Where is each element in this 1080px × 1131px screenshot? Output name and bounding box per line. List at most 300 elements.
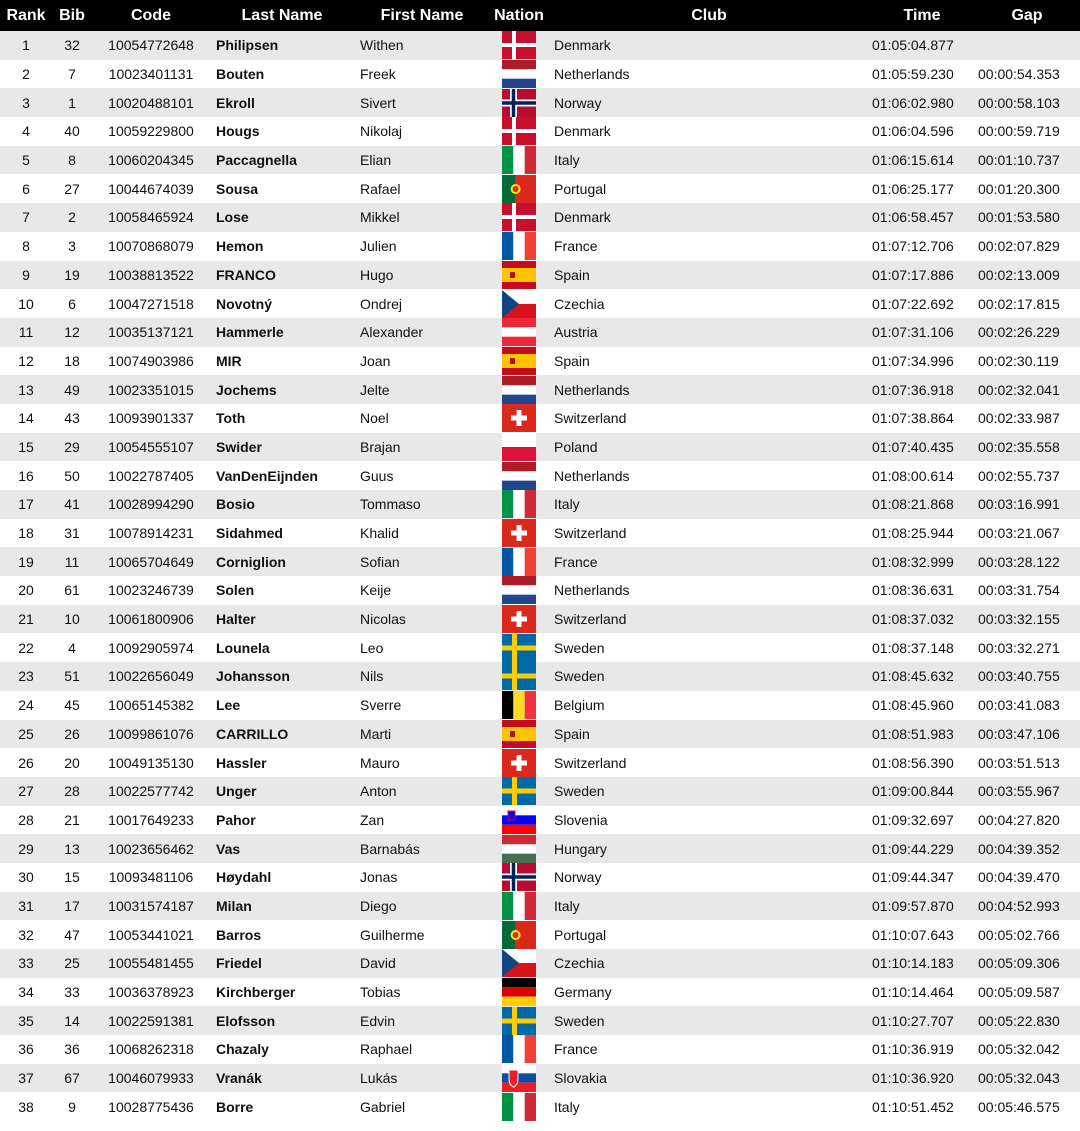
- gap-cell: 00:02:33.987: [978, 410, 1060, 427]
- first-name-cell: Nils: [360, 668, 384, 685]
- gap-cell: 00:01:53.580: [978, 209, 1060, 226]
- bib-cell: 40: [64, 123, 80, 140]
- gap-cell: 00:02:32.041: [978, 381, 1060, 398]
- gap-cell: 00:02:17.815: [978, 295, 1060, 312]
- club-cell: Netherlands: [554, 381, 630, 398]
- code-cell: 10036378923: [108, 984, 194, 1001]
- rank-cell: 23: [18, 668, 34, 685]
- club-cell: Denmark: [554, 37, 611, 54]
- nation-cell: [490, 232, 548, 261]
- header-first-name[interactable]: First Name: [380, 6, 464, 24]
- rank-cell: 27: [18, 783, 34, 800]
- code-cell: 10054772648: [108, 37, 194, 54]
- table-row[interactable]: [0, 519, 1080, 548]
- gap-cell: 00:04:39.352: [978, 840, 1060, 857]
- first-name-cell: Gabriel: [360, 1098, 406, 1115]
- nation-cell: [490, 748, 548, 777]
- code-cell: 10022577742: [108, 783, 194, 800]
- flag-icon: [502, 404, 536, 432]
- bib-cell: 50: [64, 467, 80, 484]
- time-cell: 01:07:40.435: [872, 438, 954, 455]
- table-row[interactable]: [0, 633, 1080, 662]
- code-cell: 10074903986: [108, 352, 194, 369]
- last-name-cell: Friedel: [216, 955, 262, 972]
- table-row[interactable]: [0, 404, 1080, 433]
- club-cell: Spain: [554, 352, 590, 369]
- nation-cell: [490, 203, 548, 232]
- last-name-cell: Novotný: [216, 295, 272, 312]
- last-name-cell: Chazaly: [216, 1041, 269, 1058]
- flag-icon: [502, 720, 536, 748]
- rank-cell: 38: [18, 1098, 34, 1115]
- flag-icon: [502, 949, 536, 977]
- time-cell: 01:09:44.229: [872, 840, 954, 857]
- rank-cell: 16: [18, 467, 34, 484]
- gap-cell: 00:03:55.967: [978, 783, 1060, 800]
- club-cell: Portugal: [554, 180, 607, 197]
- gap-cell: 00:00:54.353: [978, 66, 1060, 83]
- first-name-cell: Withen: [360, 37, 404, 54]
- rank-cell: 32: [18, 926, 34, 943]
- club-cell: Netherlands: [554, 582, 630, 599]
- bib-cell: 32: [64, 37, 80, 54]
- club-cell: Spain: [554, 725, 590, 742]
- rank-cell: 4: [22, 123, 30, 140]
- header-last-name[interactable]: Last Name: [241, 6, 323, 24]
- table-row[interactable]: [0, 318, 1080, 347]
- club-cell: Sweden: [554, 639, 605, 656]
- code-cell: 10022591381: [108, 1012, 194, 1029]
- club-cell: Netherlands: [554, 467, 630, 484]
- time-cell: 01:10:07.643: [872, 926, 954, 943]
- last-name-cell: Bouten: [216, 66, 265, 83]
- flag-icon: [502, 60, 536, 88]
- table-row[interactable]: [0, 1006, 1080, 1035]
- flag-icon: [502, 203, 536, 231]
- rank-cell: 9: [22, 266, 30, 283]
- code-cell: 10028775436: [108, 1098, 194, 1115]
- nation-cell: [490, 777, 548, 806]
- first-name-cell: Khalid: [360, 525, 399, 542]
- rank-cell: 2: [22, 66, 30, 83]
- rank-cell: 36: [18, 1041, 34, 1058]
- code-cell: 10022656049: [108, 668, 194, 685]
- first-name-cell: Rafael: [360, 180, 401, 197]
- table-row[interactable]: [0, 605, 1080, 634]
- table-row[interactable]: [0, 834, 1080, 863]
- flag-icon: [502, 519, 536, 547]
- time-cell: 01:07:12.706: [872, 238, 954, 255]
- gap-cell: 00:05:02.766: [978, 926, 1060, 943]
- bib-cell: 49: [64, 381, 80, 398]
- code-cell: 10047271518: [108, 295, 194, 312]
- club-cell: Austria: [554, 324, 598, 341]
- first-name-cell: Diego: [360, 897, 397, 914]
- last-name-cell: Kirchberger: [216, 984, 296, 1001]
- last-name-cell: Vas: [216, 840, 241, 857]
- nation-cell: [490, 490, 548, 519]
- flag-icon: [502, 1007, 536, 1035]
- flag-icon: [502, 31, 536, 59]
- last-name-cell: Hougs: [216, 123, 260, 140]
- bib-cell: 33: [64, 984, 80, 1001]
- time-cell: 01:09:00.844: [872, 783, 954, 800]
- time-cell: 01:08:37.148: [872, 639, 954, 656]
- rank-cell: 6: [22, 180, 30, 197]
- code-cell: 10023401131: [108, 66, 194, 83]
- bib-cell: 31: [64, 525, 80, 542]
- gap-cell: 00:01:10.737: [978, 152, 1060, 169]
- club-cell: Sweden: [554, 668, 605, 685]
- last-name-cell: Halter: [216, 611, 256, 628]
- table-row[interactable]: [0, 691, 1080, 720]
- table-row[interactable]: [0, 1064, 1080, 1093]
- first-name-cell: Jonas: [360, 869, 398, 886]
- nation-cell: [490, 633, 548, 662]
- rank-cell: 29: [18, 840, 34, 857]
- table-row[interactable]: [0, 375, 1080, 404]
- last-name-cell: Hassler: [216, 754, 267, 771]
- first-name-cell: Tobias: [360, 984, 401, 1001]
- first-name-cell: Guilherme: [360, 926, 425, 943]
- nation-cell: [490, 60, 548, 89]
- gap-cell: 00:05:32.043: [978, 1070, 1060, 1087]
- time-cell: 01:07:17.886: [872, 266, 954, 283]
- club-cell: Switzerland: [554, 754, 627, 771]
- flag-icon: [502, 978, 536, 1006]
- first-name-cell: Freek: [360, 66, 396, 83]
- table-row[interactable]: [0, 1092, 1080, 1121]
- last-name-cell: Swider: [216, 438, 262, 455]
- gap-cell: 00:02:13.009: [978, 266, 1060, 283]
- club-cell: Sweden: [554, 1012, 605, 1029]
- flag-icon: [502, 117, 536, 145]
- nation-cell: [490, 1064, 548, 1093]
- table-row[interactable]: [0, 232, 1080, 261]
- first-name-cell: Leo: [360, 639, 384, 656]
- nation-cell: [490, 88, 548, 117]
- code-cell: 10058465924: [108, 209, 194, 226]
- club-cell: Czechia: [554, 295, 605, 312]
- gap-cell: 00:01:20.300: [978, 180, 1060, 197]
- time-cell: 01:08:37.032: [872, 611, 954, 628]
- flag-icon: [502, 605, 536, 633]
- club-cell: Switzerland: [554, 525, 627, 542]
- code-cell: 10046079933: [108, 1070, 194, 1087]
- table-row[interactable]: [0, 576, 1080, 605]
- bib-cell: 43: [64, 410, 80, 427]
- table-row[interactable]: [0, 261, 1080, 290]
- nation-cell: [490, 174, 548, 203]
- code-cell: 10054555107: [108, 438, 194, 455]
- time-cell: 01:10:14.183: [872, 955, 954, 972]
- table-row[interactable]: [0, 117, 1080, 146]
- gap-cell: 00:05:22.830: [978, 1012, 1060, 1029]
- bib-cell: 13: [64, 840, 80, 857]
- header-nation[interactable]: Nation: [494, 6, 544, 24]
- rank-cell: 5: [22, 152, 30, 169]
- rank-cell: 25: [18, 725, 34, 742]
- bib-cell: 7: [68, 66, 76, 83]
- gap-cell: [974, 31, 1080, 60]
- code-cell: 10068262318: [108, 1041, 194, 1058]
- table-row[interactable]: [0, 748, 1080, 777]
- nation-cell: [490, 318, 548, 347]
- table-row[interactable]: [0, 490, 1080, 519]
- time-cell: 01:09:32.697: [872, 811, 954, 828]
- time-cell: 01:10:36.919: [872, 1041, 954, 1058]
- flag-icon: [502, 1093, 536, 1121]
- table-row[interactable]: [0, 720, 1080, 749]
- table-row[interactable]: [0, 174, 1080, 203]
- first-name-cell: Nicolas: [360, 611, 406, 628]
- bib-cell: 21: [64, 811, 80, 828]
- nation-cell: [490, 519, 548, 548]
- club-cell: Italy: [554, 496, 580, 513]
- gap-cell: 00:03:31.754: [978, 582, 1060, 599]
- time-cell: 01:07:22.692: [872, 295, 954, 312]
- nation-cell: [490, 404, 548, 433]
- flag-icon: [502, 806, 536, 834]
- last-name-cell: Vranák: [216, 1070, 262, 1087]
- club-cell: France: [554, 238, 598, 255]
- code-cell: 10099861076: [108, 725, 194, 742]
- first-name-cell: David: [360, 955, 396, 972]
- table-row[interactable]: [0, 892, 1080, 921]
- last-name-cell: Bosio: [216, 496, 255, 513]
- time-cell: 01:08:51.983: [872, 725, 954, 742]
- gap-cell: 00:03:28.122: [978, 553, 1060, 570]
- time-cell: 01:08:25.944: [872, 525, 954, 542]
- first-name-cell: Guus: [360, 467, 394, 484]
- flag-icon: [502, 146, 536, 174]
- first-name-cell: Noel: [360, 410, 389, 427]
- last-name-cell: Ekroll: [216, 94, 255, 111]
- first-name-cell: Keije: [360, 582, 392, 599]
- rank-cell: 30: [18, 869, 34, 886]
- code-cell: 10031574187: [108, 897, 194, 914]
- flag-icon: [502, 691, 536, 719]
- code-cell: 10028994290: [108, 496, 194, 513]
- bib-cell: 6: [68, 295, 76, 312]
- table-row[interactable]: [0, 806, 1080, 835]
- rank-cell: 7: [22, 209, 30, 226]
- time-cell: 01:08:45.632: [872, 668, 954, 685]
- table-row[interactable]: [0, 1035, 1080, 1064]
- flag-icon: [502, 863, 536, 891]
- time-cell: 01:08:00.614: [872, 467, 954, 484]
- last-name-cell: Unger: [216, 783, 257, 800]
- table-row[interactable]: [0, 920, 1080, 949]
- bib-cell: 3: [68, 238, 76, 255]
- table-row[interactable]: [0, 978, 1080, 1007]
- last-name-cell: Solen: [216, 582, 255, 599]
- time-cell: 01:09:57.870: [872, 897, 954, 914]
- bib-cell: 17: [64, 897, 80, 914]
- table-row[interactable]: [0, 289, 1080, 318]
- club-cell: Denmark: [554, 209, 611, 226]
- header-rank[interactable]: Rank: [6, 6, 46, 24]
- code-cell: 10060204345: [108, 152, 194, 169]
- flag-icon: [502, 261, 536, 289]
- flag-icon: [502, 921, 536, 949]
- nation-cell: [490, 1035, 548, 1064]
- last-name-cell: Barros: [216, 926, 262, 943]
- table-row[interactable]: [0, 203, 1080, 232]
- club-cell: Switzerland: [554, 410, 627, 427]
- table-row[interactable]: [0, 949, 1080, 978]
- nation-cell: [490, 375, 548, 404]
- table-row[interactable]: [0, 31, 1080, 60]
- rank-cell: 17: [18, 496, 34, 513]
- gap-cell: 00:03:51.513: [978, 754, 1060, 771]
- bib-cell: 4: [68, 639, 76, 656]
- rank-cell: 22: [18, 639, 34, 656]
- nation-cell: [490, 347, 548, 376]
- bib-cell: 2: [68, 209, 76, 226]
- bib-cell: 27: [64, 180, 80, 197]
- club-cell: Slovakia: [554, 1070, 607, 1087]
- table-row[interactable]: [0, 347, 1080, 376]
- time-cell: 01:10:14.464: [872, 984, 954, 1001]
- club-cell: Netherlands: [554, 66, 630, 83]
- nation-cell: [490, 691, 548, 720]
- flag-icon: [502, 548, 536, 576]
- flag-icon: [502, 175, 536, 203]
- nation-cell: [490, 117, 548, 146]
- gap-cell: 00:03:21.067: [978, 525, 1060, 542]
- gap-cell: 00:03:40.755: [978, 668, 1060, 685]
- first-name-cell: Tommaso: [360, 496, 421, 513]
- club-cell: Slovenia: [554, 811, 608, 828]
- time-cell: 01:07:31.106: [872, 324, 954, 341]
- table-row[interactable]: [0, 547, 1080, 576]
- time-cell: 01:07:34.996: [872, 352, 954, 369]
- club-cell: Hungary: [554, 840, 607, 857]
- gap-cell: 00:02:26.229: [978, 324, 1060, 341]
- rank-cell: 21: [18, 611, 34, 628]
- last-name-cell: Milan: [216, 897, 252, 914]
- time-cell: 01:07:36.918: [872, 381, 954, 398]
- table-row[interactable]: [0, 662, 1080, 691]
- code-cell: 10023351015: [108, 381, 194, 398]
- club-cell: Norway: [554, 869, 602, 886]
- rank-cell: 26: [18, 754, 34, 771]
- bib-cell: 25: [64, 955, 80, 972]
- table-row[interactable]: [0, 461, 1080, 490]
- club-cell: Denmark: [554, 123, 611, 140]
- time-cell: 01:08:45.960: [872, 697, 954, 714]
- code-cell: 10038813522: [108, 266, 194, 283]
- table-row[interactable]: [0, 863, 1080, 892]
- last-name-cell: MIR: [216, 352, 242, 369]
- nation-cell: [490, 892, 548, 921]
- nation-cell: [490, 949, 548, 978]
- time-cell: 01:07:38.864: [872, 410, 954, 427]
- rank-cell: 33: [18, 955, 34, 972]
- bib-cell: 15: [64, 869, 80, 886]
- rank-cell: 24: [18, 697, 34, 714]
- time-cell: 01:06:25.177: [872, 180, 954, 197]
- first-name-cell: Barnabás: [360, 840, 420, 857]
- nation-cell: [490, 433, 548, 462]
- table-row[interactable]: [0, 433, 1080, 462]
- code-cell: 10092905974: [108, 639, 194, 656]
- last-name-cell: Philipsen: [216, 37, 279, 54]
- club-cell: France: [554, 553, 598, 570]
- code-cell: 10059229800: [108, 123, 194, 140]
- table-row[interactable]: [0, 777, 1080, 806]
- flag-icon: [502, 433, 536, 461]
- flag-icon: [502, 662, 536, 690]
- code-cell: 10065145382: [108, 697, 194, 714]
- header-gap[interactable]: Gap: [1011, 6, 1043, 24]
- code-cell: 10020488101: [108, 94, 194, 111]
- gap-cell: 00:05:46.575: [978, 1098, 1060, 1115]
- time-cell: 01:10:36.920: [872, 1070, 954, 1087]
- header-code[interactable]: Code: [131, 6, 171, 24]
- bib-cell: 8: [68, 152, 76, 169]
- time-cell: 01:05:59.230: [872, 66, 954, 83]
- last-name-cell: Lee: [216, 697, 241, 714]
- gap-cell: 00:04:39.470: [978, 869, 1060, 886]
- bib-cell: 29: [64, 438, 80, 455]
- club-cell: Poland: [554, 438, 598, 455]
- last-name-cell: Jochems: [216, 381, 277, 398]
- first-name-cell: Mauro: [360, 754, 400, 771]
- code-cell: 10023246739: [108, 582, 194, 599]
- last-name-cell: CARRILLO: [216, 725, 289, 742]
- flag-icon: [502, 1035, 536, 1063]
- bib-cell: 14: [64, 1012, 80, 1029]
- bib-cell: 9: [68, 1098, 76, 1115]
- flag-icon: [502, 835, 536, 863]
- last-name-cell: Sidahmed: [216, 525, 283, 542]
- code-cell: 10061800906: [108, 611, 194, 628]
- header-club[interactable]: Club: [691, 6, 727, 24]
- nation-cell: [490, 1006, 548, 1035]
- rank-cell: 19: [18, 553, 34, 570]
- rank-cell: 20: [18, 582, 34, 599]
- rank-cell: 34: [18, 984, 34, 1001]
- flag-icon: [502, 290, 536, 318]
- first-name-cell: Edvin: [360, 1012, 396, 1029]
- gap-cell: 00:04:52.993: [978, 897, 1060, 914]
- nation-cell: [490, 605, 548, 634]
- header-time[interactable]: Time: [903, 6, 941, 24]
- time-cell: 01:06:02.980: [872, 94, 954, 111]
- time-cell: 01:08:32.999: [872, 553, 954, 570]
- gap-cell: 00:05:09.306: [978, 955, 1060, 972]
- code-cell: 10093901337: [108, 410, 194, 427]
- code-cell: 10055481455: [108, 955, 194, 972]
- bib-cell: 20: [64, 754, 80, 771]
- table-row[interactable]: [0, 60, 1080, 89]
- first-name-cell: Alexander: [360, 324, 424, 341]
- last-name-cell: Borre: [216, 1098, 254, 1115]
- club-cell: Switzerland: [554, 611, 627, 628]
- last-name-cell: VanDenEijnden: [216, 467, 318, 484]
- table-row[interactable]: [0, 146, 1080, 175]
- first-name-cell: Mikkel: [360, 209, 400, 226]
- gap-cell: 00:00:59.719: [978, 123, 1060, 140]
- code-cell: 10017649233: [108, 811, 194, 828]
- first-name-cell: Zan: [360, 811, 385, 828]
- club-cell: Czechia: [554, 955, 605, 972]
- header-row: [0, 0, 1080, 31]
- table-row[interactable]: [0, 88, 1080, 117]
- header-bib[interactable]: Bib: [59, 6, 85, 24]
